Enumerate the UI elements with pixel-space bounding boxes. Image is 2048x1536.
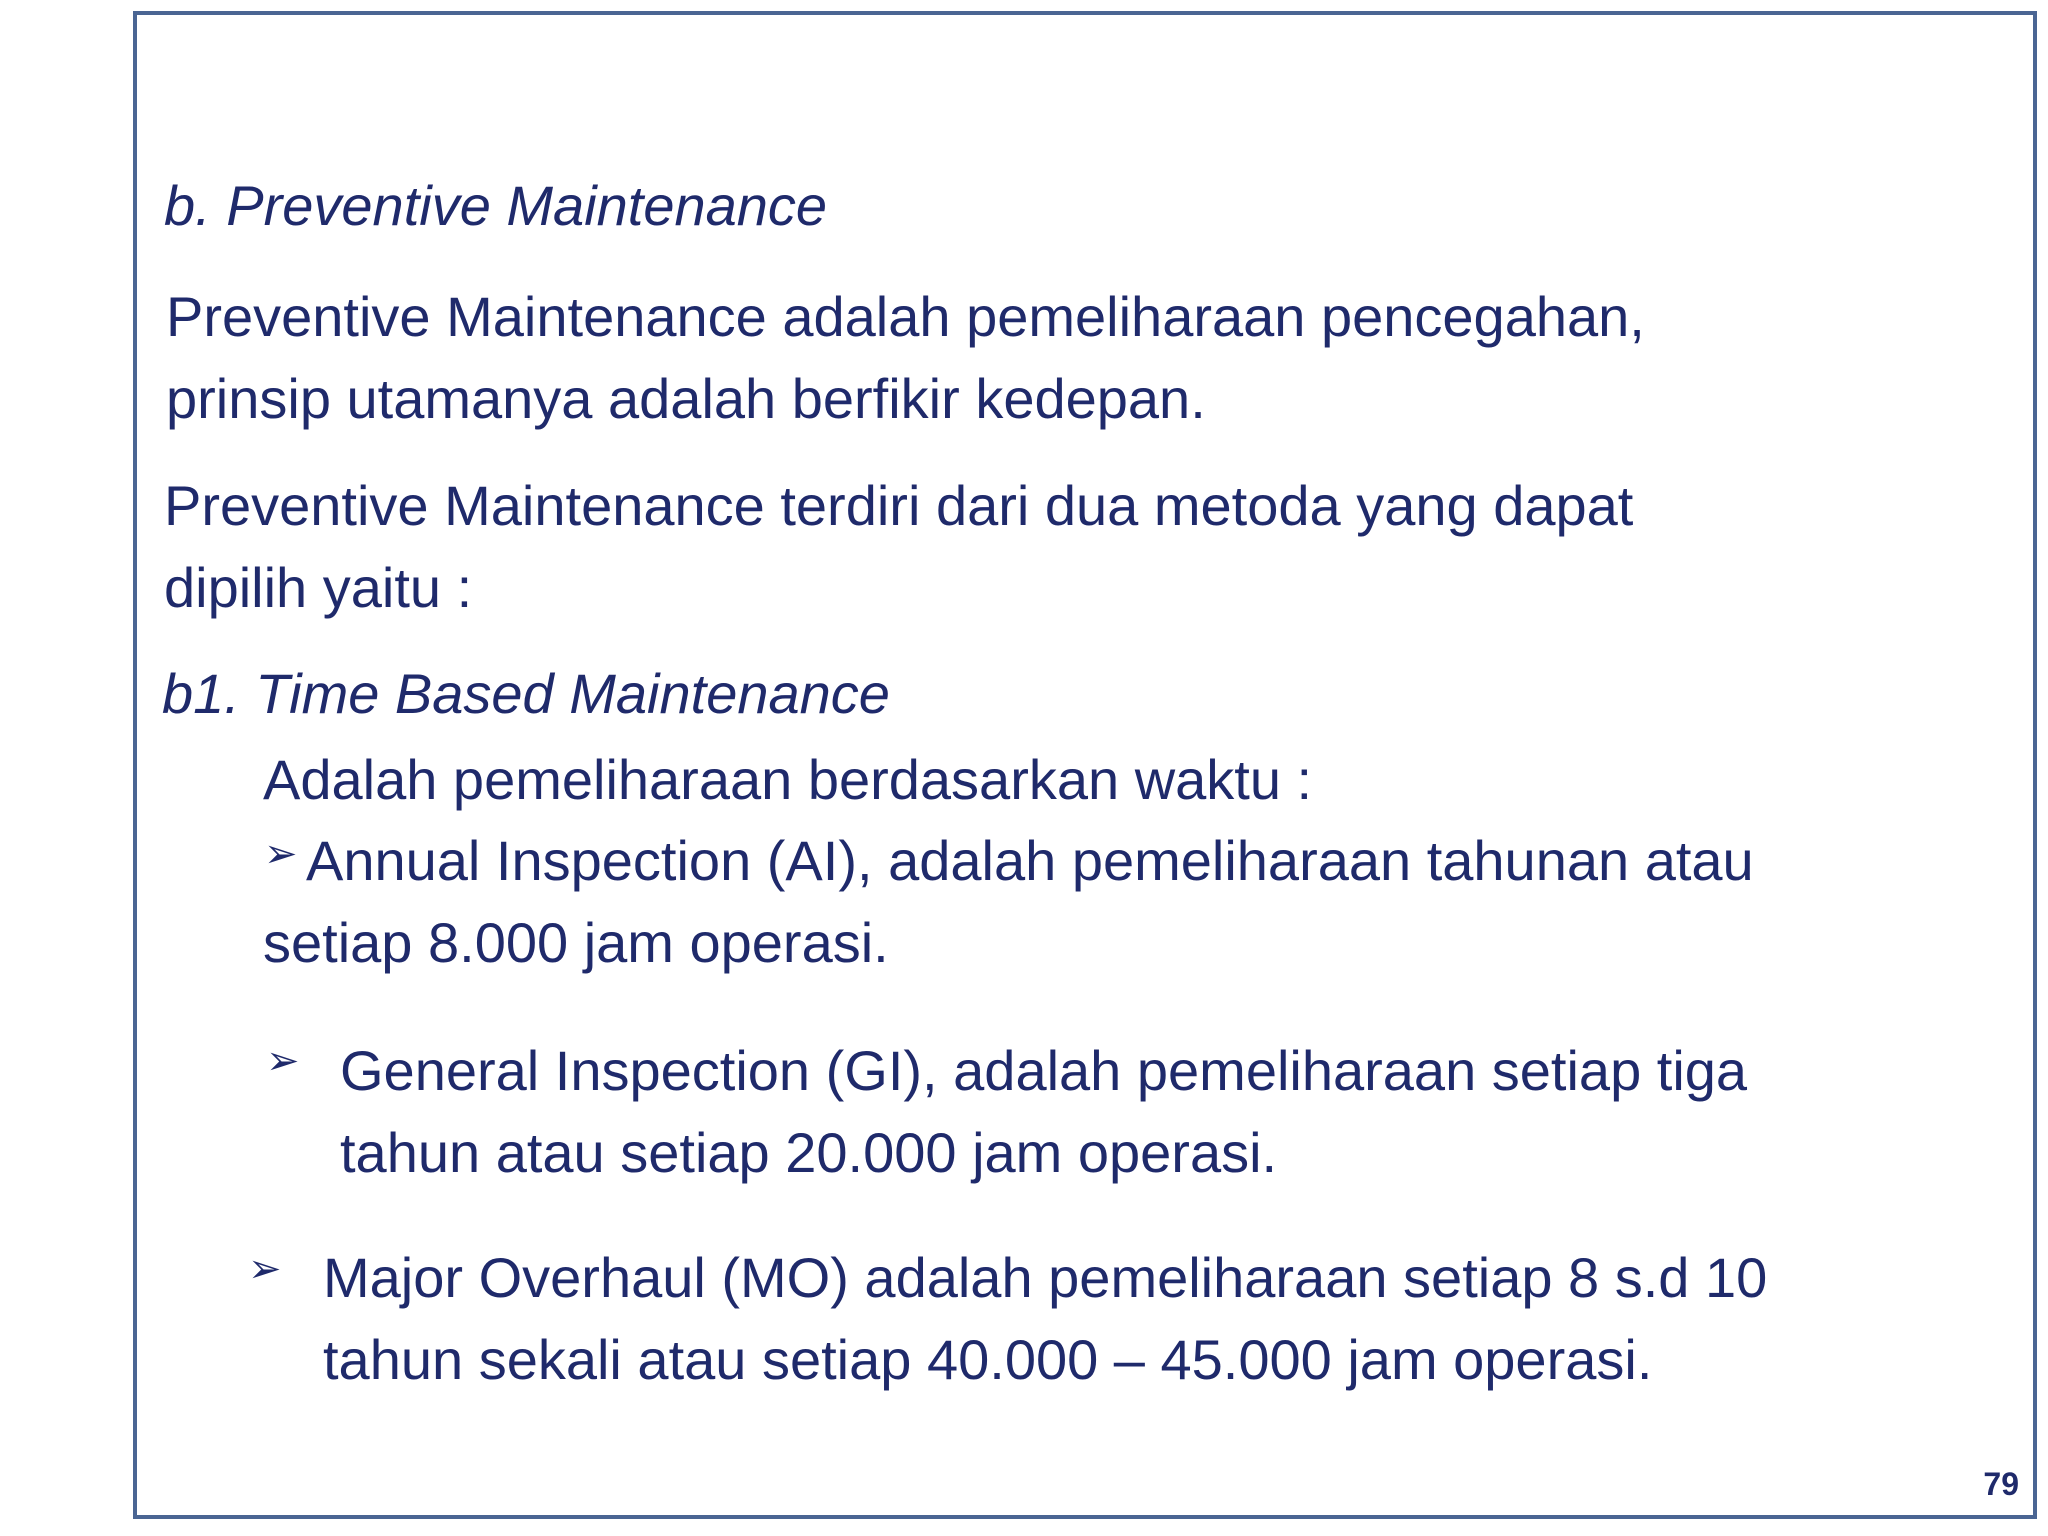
bullet-annual-inspection-line-1: Annual Inspection (AI), adalah pemeliharaan tahunan atau <box>306 829 1754 892</box>
subsection-intro: Adalah pemeliharaan berdasarkan waktu : <box>263 748 1313 811</box>
bullet-major-overhaul-line-1: Major Overhaul (MO) adalah pemeliharaan setiap 8 s.d 10 <box>323 1246 1768 1309</box>
bullet-arrow-icon: ➢ <box>248 1247 282 1291</box>
methods-intro-line-1: Preventive Maintenance terdiri dari dua metoda yang dapat <box>164 474 1634 537</box>
definition-line-1: Preventive Maintenance adalah pemeliharaan pencegahan, <box>166 285 1645 348</box>
bullet-annual-inspection-line-2: setiap 8.000 jam operasi. <box>263 911 889 974</box>
bullet-arrow-icon: ➢ <box>264 832 298 876</box>
methods-intro-line-2: dipilih yaitu : <box>164 556 473 619</box>
bullet-general-inspection-line-2: tahun atau setiap 20.000 jam operasi. <box>340 1121 1278 1184</box>
bullet-general-inspection-line-1: General Inspection (GI), adalah pemeliharaan setiap tiga <box>340 1039 1748 1102</box>
section-title: b. Preventive Maintenance <box>164 174 828 237</box>
bullet-major-overhaul-line-2: tahun sekali atau setiap 40.000 – 45.000 jam operasi. <box>323 1328 1653 1391</box>
definition-line-2: prinsip utamanya adalah berfikir kedepan. <box>166 367 1206 430</box>
page-number: 79 <box>1983 1466 2019 1502</box>
subsection-title: b1. Time Based Maintenance <box>162 662 890 725</box>
bullet-arrow-icon: ➢ <box>266 1039 300 1083</box>
